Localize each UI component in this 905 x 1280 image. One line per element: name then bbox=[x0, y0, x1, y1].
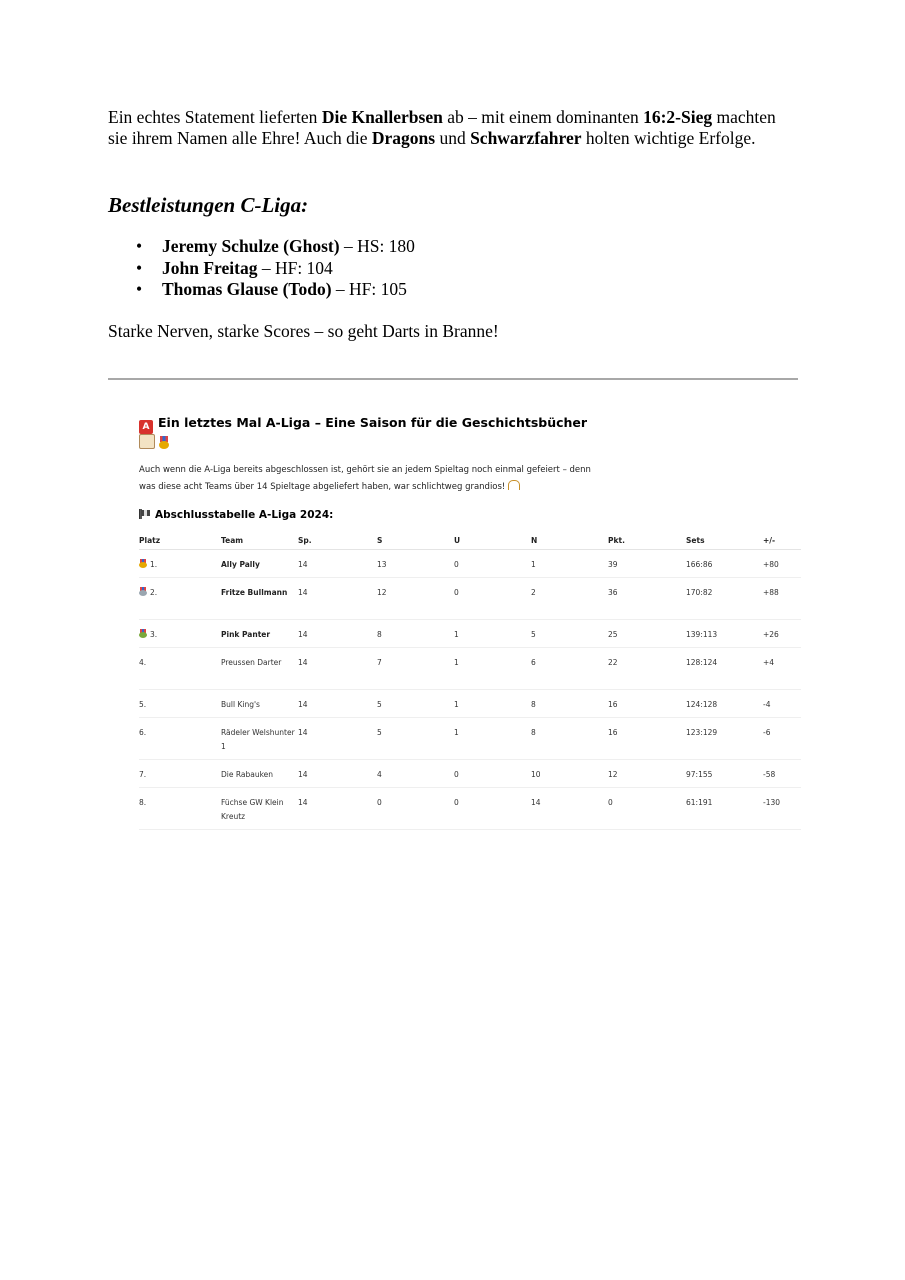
cell-text: 10 bbox=[531, 770, 541, 779]
cell-pkt bbox=[608, 620, 686, 648]
col-header: Team bbox=[221, 531, 298, 550]
cell-u bbox=[454, 788, 531, 830]
col-header: +/- bbox=[763, 531, 801, 550]
cell-text: 1 bbox=[454, 630, 459, 639]
cell-text: 123:129 bbox=[686, 728, 718, 737]
bronze-medal-icon bbox=[139, 629, 147, 638]
cell-n bbox=[531, 578, 608, 620]
cell-team bbox=[221, 788, 298, 830]
cell-text: Füchse GW Klein Kreutz bbox=[221, 798, 284, 821]
cell-text: +80 bbox=[763, 560, 779, 569]
cell-s bbox=[377, 788, 454, 830]
player-detail: – HF: 104 bbox=[257, 257, 333, 278]
cell-text: 170:82 bbox=[686, 588, 713, 597]
gold-medal-icon bbox=[139, 559, 147, 568]
cell-platz bbox=[139, 578, 221, 620]
table-header-row bbox=[139, 531, 801, 550]
cell-text: 124:128 bbox=[686, 700, 718, 709]
aliga-title bbox=[139, 415, 587, 434]
table-title-text: Abschlusstabelle A-Liga 2024: bbox=[155, 509, 334, 521]
table-row bbox=[139, 648, 801, 690]
bestleistungen-list bbox=[108, 236, 415, 301]
cell-diff bbox=[763, 550, 801, 578]
cell-text: 166:86 bbox=[686, 560, 713, 569]
cell-text: 14 bbox=[298, 560, 308, 569]
cell-platz bbox=[139, 620, 221, 648]
a-letter-icon: A bbox=[139, 420, 153, 434]
cell-text: Fritze Bullmann bbox=[221, 588, 288, 597]
cell-text: 2. bbox=[150, 588, 158, 597]
cell-text: -4 bbox=[763, 700, 771, 709]
player-detail: – HS: 180 bbox=[339, 236, 415, 256]
cell-sets bbox=[686, 760, 763, 788]
intro-bold-team: Die Knallerbsen bbox=[321, 107, 443, 127]
checkered-flag-icon bbox=[139, 509, 151, 519]
intro-bold-team: Schwarzfahrer bbox=[470, 128, 582, 148]
cell-sp bbox=[298, 578, 377, 620]
cell-text: 39 bbox=[608, 560, 618, 569]
cell-text: 8. bbox=[139, 798, 147, 807]
intro-text: machten sie ihrem Namen alle Ehre! Auch die bbox=[108, 107, 776, 148]
cell-u bbox=[454, 578, 531, 620]
player-name: John Freitag bbox=[162, 257, 258, 278]
cell-text: 14 bbox=[298, 588, 308, 597]
cell-sp bbox=[298, 690, 377, 718]
col-header: S bbox=[377, 531, 454, 550]
cell-sp bbox=[298, 760, 377, 788]
cell-text: 14 bbox=[298, 630, 308, 639]
cell-sets bbox=[686, 690, 763, 718]
intro-paragraph bbox=[108, 107, 798, 149]
cell-text: 13 bbox=[377, 560, 387, 569]
cell-sets bbox=[686, 578, 763, 620]
cell-text: 14 bbox=[298, 728, 308, 737]
cell-sp bbox=[298, 718, 377, 760]
cell-text: 14 bbox=[298, 658, 308, 667]
cell-diff bbox=[763, 718, 801, 760]
cell-text: 5 bbox=[377, 700, 382, 709]
cell-sets bbox=[686, 648, 763, 690]
table-row bbox=[139, 550, 801, 578]
cell-sets bbox=[686, 620, 763, 648]
cell-n bbox=[531, 718, 608, 760]
cell-text: 14 bbox=[298, 798, 308, 807]
cell-text: 61:191 bbox=[686, 798, 713, 807]
cell-text: 0 bbox=[454, 798, 459, 807]
cell-text: 5 bbox=[531, 630, 536, 639]
cell-diff bbox=[763, 788, 801, 830]
cell-text: Preussen Darter bbox=[221, 658, 282, 667]
cell-text: 4 bbox=[377, 770, 382, 779]
cell-text: 0 bbox=[454, 560, 459, 569]
cell-text: 4. bbox=[139, 658, 147, 667]
list-item: • Jeremy Schulze (Ghost) – HS: 180 bbox=[136, 236, 415, 256]
cell-n bbox=[531, 648, 608, 690]
table-row bbox=[139, 718, 801, 760]
bestleistungen-heading: Bestleistungen C-Liga: bbox=[108, 193, 309, 217]
intro-text: ab – mit einem dominanten bbox=[442, 107, 644, 127]
cell-text: -58 bbox=[763, 770, 776, 779]
cell-text: +88 bbox=[763, 588, 779, 597]
table-row bbox=[139, 690, 801, 718]
cell-text: 14 bbox=[531, 798, 541, 807]
cell-text: Rädeler Welshunter 1 bbox=[221, 728, 295, 751]
col-header: Sets bbox=[686, 531, 763, 550]
cell-sp bbox=[298, 788, 377, 830]
cell-text: 5. bbox=[139, 700, 147, 709]
cell-pkt bbox=[608, 648, 686, 690]
cell-text: 97:155 bbox=[686, 770, 713, 779]
title-emoji-row bbox=[139, 434, 170, 451]
col-header: Platz bbox=[139, 531, 221, 550]
silver-medal-icon bbox=[139, 587, 147, 596]
cell-text: 12 bbox=[377, 588, 387, 597]
intro-text: holten wichtige Erfolge. bbox=[581, 128, 756, 148]
cell-pkt bbox=[608, 760, 686, 788]
cell-text: Die Rabauken bbox=[221, 770, 274, 779]
cell-text: 139:113 bbox=[686, 630, 718, 639]
cell-platz bbox=[139, 648, 221, 690]
aliga-intro bbox=[139, 462, 609, 496]
cell-s bbox=[377, 578, 454, 620]
cell-text: 14 bbox=[298, 700, 308, 709]
cell-team bbox=[221, 550, 298, 578]
cell-pkt bbox=[608, 690, 686, 718]
cell-text: Ally Pally bbox=[221, 560, 260, 569]
list-item: • John Freitag – HF: 104 bbox=[136, 257, 333, 278]
cell-text: -130 bbox=[763, 798, 781, 807]
closing-paragraph: Starke Nerven, starke Scores – so geht Darts in Branne! bbox=[108, 321, 499, 341]
cell-text: 36 bbox=[608, 588, 618, 597]
cell-team bbox=[221, 648, 298, 690]
cell-text: 22 bbox=[608, 658, 618, 667]
cell-text: 7. bbox=[139, 770, 147, 779]
cell-text: 0 bbox=[377, 798, 382, 807]
cell-text: 6. bbox=[139, 728, 147, 737]
cell-platz bbox=[139, 550, 221, 578]
table-row bbox=[139, 788, 801, 830]
col-header: U bbox=[454, 531, 531, 550]
cell-diff bbox=[763, 620, 801, 648]
gold-medal-icon bbox=[158, 436, 170, 449]
cell-text: 2 bbox=[531, 588, 536, 597]
intro-text: Ein echtes Statement lieferten bbox=[108, 107, 322, 127]
cell-platz bbox=[139, 718, 221, 760]
cell-text: 16 bbox=[608, 700, 618, 709]
cell-text: 1 bbox=[454, 728, 459, 737]
cell-n bbox=[531, 550, 608, 578]
player-detail: – HF: 105 bbox=[331, 279, 407, 299]
cell-diff bbox=[763, 648, 801, 690]
cell-s bbox=[377, 760, 454, 788]
horizontal-divider bbox=[108, 378, 798, 380]
cell-u bbox=[454, 760, 531, 788]
cell-platz bbox=[139, 788, 221, 830]
cell-text: +26 bbox=[763, 630, 779, 639]
intro-text: und bbox=[435, 128, 471, 148]
cell-diff bbox=[763, 760, 801, 788]
cell-team bbox=[221, 620, 298, 648]
cell-text: 0 bbox=[454, 588, 459, 597]
cell-team bbox=[221, 690, 298, 718]
cell-team bbox=[221, 760, 298, 788]
cell-text: 8 bbox=[531, 700, 536, 709]
cell-u bbox=[454, 648, 531, 690]
cell-u bbox=[454, 690, 531, 718]
cell-sets bbox=[686, 550, 763, 578]
cell-diff bbox=[763, 690, 801, 718]
table-row bbox=[139, 620, 801, 648]
cell-pkt bbox=[608, 788, 686, 830]
cell-s bbox=[377, 718, 454, 760]
cell-text: 14 bbox=[298, 770, 308, 779]
cell-s bbox=[377, 550, 454, 578]
cell-n bbox=[531, 690, 608, 718]
cell-text: 8 bbox=[531, 728, 536, 737]
cell-text: 12 bbox=[608, 770, 618, 779]
cell-u bbox=[454, 718, 531, 760]
scroll-icon bbox=[139, 434, 155, 449]
cell-text: -6 bbox=[763, 728, 771, 737]
cell-sp bbox=[298, 648, 377, 690]
intro-bold-team: Dragons bbox=[371, 128, 436, 148]
table-row bbox=[139, 760, 801, 788]
cell-text: 8 bbox=[377, 630, 382, 639]
cell-text: 1 bbox=[531, 560, 536, 569]
table-title bbox=[139, 509, 333, 521]
cell-text: 3. bbox=[150, 630, 158, 639]
cell-text: 0 bbox=[454, 770, 459, 779]
cell-u bbox=[454, 550, 531, 578]
cell-text: Bull King's bbox=[221, 700, 260, 709]
cell-s bbox=[377, 690, 454, 718]
player-name: Jeremy Schulze (Ghost) bbox=[162, 236, 340, 256]
cell-platz bbox=[139, 690, 221, 718]
table-row bbox=[139, 578, 801, 620]
cell-n bbox=[531, 788, 608, 830]
col-header: Sp. bbox=[298, 531, 377, 550]
col-header: N bbox=[531, 531, 608, 550]
cell-text: 6 bbox=[531, 658, 536, 667]
aliga-title-text: Ein letztes Mal A-Liga – Eine Saison für die Geschichtsbücher bbox=[158, 415, 588, 430]
cell-text: 1 bbox=[454, 700, 459, 709]
cell-team bbox=[221, 718, 298, 760]
cell-sp bbox=[298, 620, 377, 648]
cell-text: 7 bbox=[377, 658, 382, 667]
col-header: Pkt. bbox=[608, 531, 686, 550]
cell-text: 5 bbox=[377, 728, 382, 737]
cell-text: 1 bbox=[454, 658, 459, 667]
cell-text: 25 bbox=[608, 630, 618, 639]
cell-text: Pink Panter bbox=[221, 630, 271, 639]
cell-sets bbox=[686, 718, 763, 760]
cell-diff bbox=[763, 578, 801, 620]
cell-text: 1. bbox=[150, 560, 158, 569]
player-name: Thomas Glause (Todo) bbox=[162, 279, 332, 299]
cell-s bbox=[377, 620, 454, 648]
cell-pkt bbox=[608, 718, 686, 760]
cell-n bbox=[531, 620, 608, 648]
cell-pkt bbox=[608, 550, 686, 578]
cell-text: 16 bbox=[608, 728, 618, 737]
cell-text: +4 bbox=[763, 658, 775, 667]
cell-sp bbox=[298, 550, 377, 578]
intro-bold-score: 16:2-Sieg bbox=[643, 107, 713, 127]
cell-u bbox=[454, 620, 531, 648]
cell-pkt bbox=[608, 578, 686, 620]
cell-s bbox=[377, 648, 454, 690]
circus-tent-icon bbox=[508, 480, 520, 490]
cell-sets bbox=[686, 788, 763, 830]
cell-text: 0 bbox=[608, 798, 613, 807]
standings-table bbox=[139, 531, 801, 830]
cell-text: 128:124 bbox=[686, 658, 718, 667]
list-item: • Thomas Glause (Todo) – HF: 105 bbox=[136, 279, 407, 299]
aliga-intro-text: Auch wenn die A-Liga bereits abgeschlossen ist, gehört sie an jedem Spieltag noch einmal gefeiert – denn was diese acht Teams über 14 Spieltage abgeliefert haben, war schlichtweg grandios! bbox=[139, 465, 591, 492]
cell-platz bbox=[139, 760, 221, 788]
cell-team bbox=[221, 578, 298, 620]
cell-n bbox=[531, 760, 608, 788]
